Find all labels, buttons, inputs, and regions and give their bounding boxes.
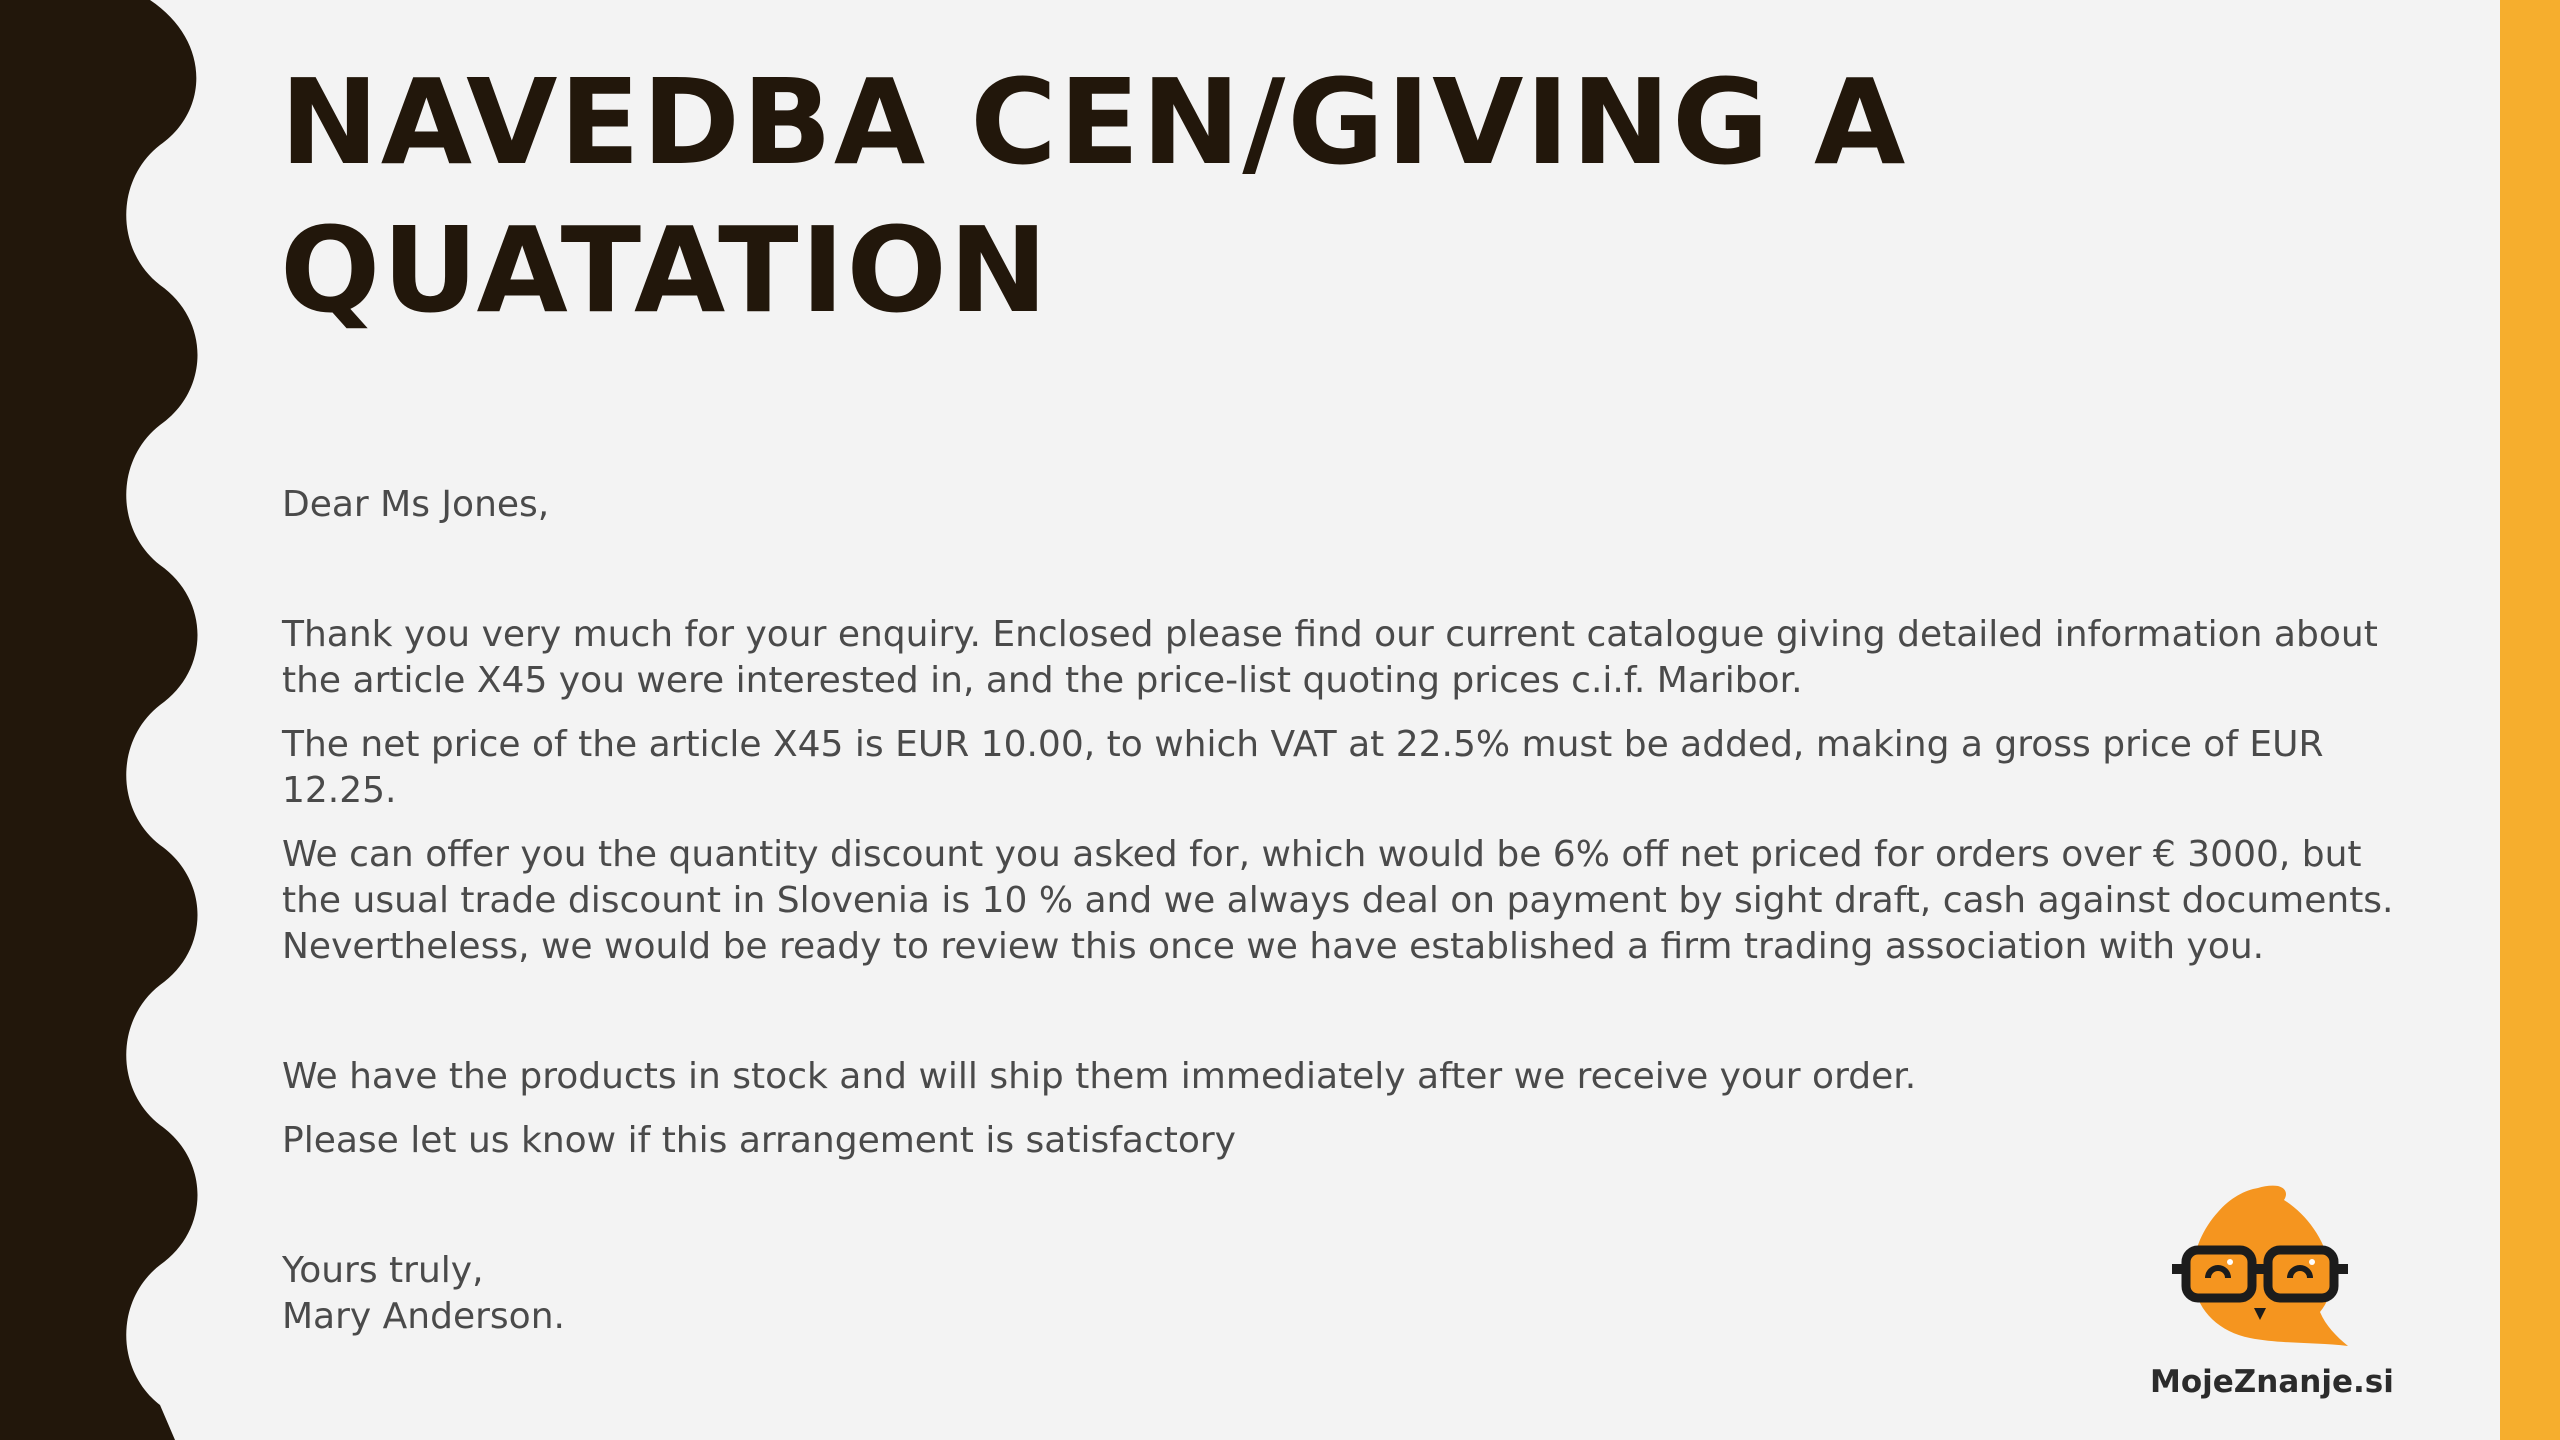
slide-title: NAVEDBA CEN/GIVING A QUATATION [280,53,1908,339]
owl-with-glasses-icon [2150,1180,2390,1360]
letter-paragraph-discount: We can offer you the quantity discount you asked for, which would be 6% off net priced for orders over € 3000, but the usual trade discount in Slovenia is 10 % and we always deal on payment by sight draft, cash against documents. Nevertheless, we would be ready to review this once we have established a firm trading association with you. [282,834,2394,967]
letter-signature: Mary Anderson. [282,1296,565,1337]
letter-paragraph-request: Please let us know if this arrangement is satisfactory [282,1120,1236,1161]
mojeznanje-logo [2150,1180,2410,1420]
letter-body [282,482,2412,1340]
wavy-band-shape [0,0,198,1440]
letter-paragraph-enquiry: Thank you very much for your enquiry. Enclosed please find our current catalogue giving detailed information about the article X45 you were interested in, and the price-list quoting prices c.i.f. Maribor. [282,614,2378,701]
logo-text: MojeZnanje.si [2150,1364,2394,1400]
letter-paragraph-stock: We have the products in stock and will ship them immediately after we receive your order. [282,1056,1917,1097]
left-wavy-band [0,0,200,1440]
right-accent-band [2500,0,2560,1440]
letter-closing: Yours truly, [282,1250,484,1291]
letter-greeting: Dear Ms Jones, [282,484,550,525]
letter-paragraph-price: The net price of the article X45 is EUR 10.00, to which VAT at 22.5% must be added, making a gross price of EUR 12.25. [282,724,2324,811]
